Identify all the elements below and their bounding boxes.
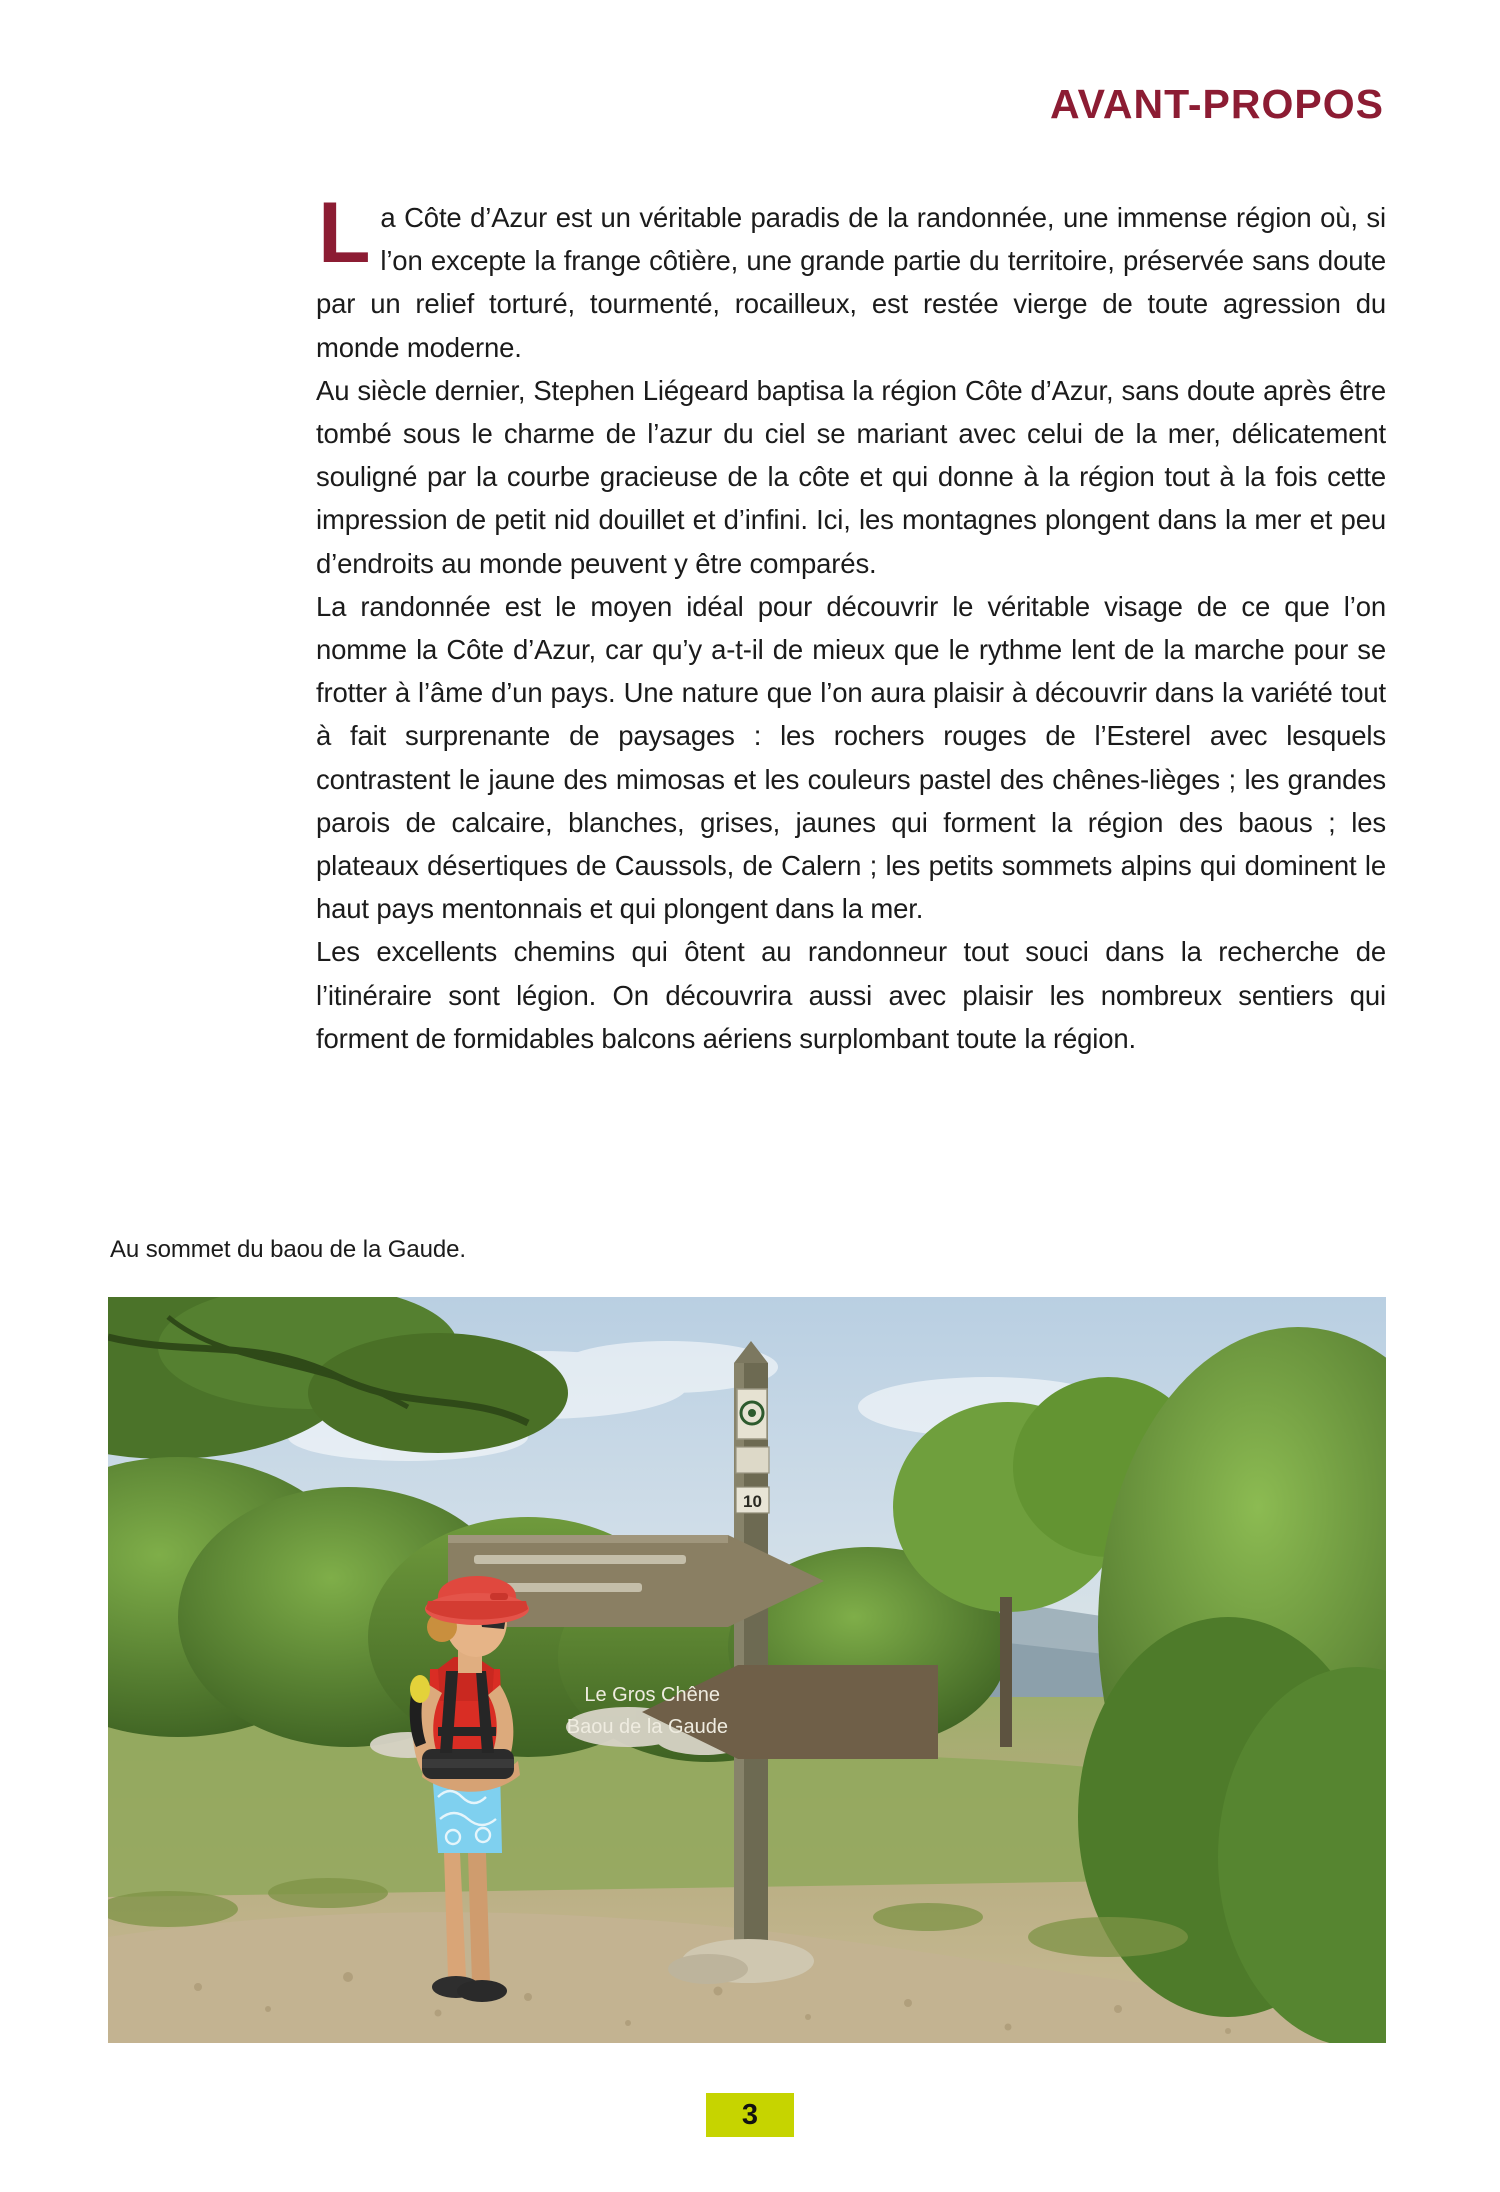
- paragraph-3-text: La randonnée est le moyen idéal pour découvrir le véritable visage de ce que l’on nomme la Côte d’Azur, car qu’y a-t-il de mieux que le rythme lent de la marche pour se frotter à l’âme d’un pays. Une nature que l’on aura plaisir à découvrir dans la variété tout à fait surprenante de paysages : les rochers rouges de l’Esterel avec lesquels contrastent le jaune des mimosas et les couleurs pastel des chênes-lièges ; les grandes parois de calcaire, blanches, grises, jaunes qui forment la région des baous ; les plateaux désertiques de Caussols, de Calern ; les petits sommets alpins qui dominent le haut pays mentonnais et qui plongent dans la mer.: [316, 590, 1386, 925]
- paragraph-4-text: Les excellents chemins qui ôtent au randonneur tout souci dans la recherche de l’itinéraire sont légion. On découvrira aussi avec plaisir les nombreux sentiers qui forment de formidables balcons aériens surplombant toute la région.: [316, 936, 1386, 1054]
- signpost-direction-line-2: Baou de la Gaude: [566, 1716, 728, 1738]
- paragraph-2: [316, 369, 1386, 585]
- paragraph-3: [316, 585, 1386, 931]
- paragraph-4: [316, 930, 1386, 1060]
- article-body: [316, 185, 1386, 1060]
- figure-caption: Au sommet du baou de la Gaude.: [110, 1236, 466, 1263]
- page-number-text: 3: [741, 2098, 759, 2131]
- drop-cap-letter: L: [318, 185, 371, 281]
- signpost-direction-line-1: Le Gros Chêne: [584, 1684, 720, 1706]
- signpost-marker-number: 10: [743, 1492, 762, 1511]
- page-header: [0, 81, 1384, 127]
- page-title: AVANT-PROPOS: [1050, 81, 1384, 127]
- page-number-badge: [706, 2093, 794, 2137]
- photo-illustration: [108, 1297, 1386, 2043]
- paragraph-2-text: Au siècle dernier, Stephen Liégeard baptisa la région Côte d’Azur, sans doute après être tombé sous le charme de l’azur du ciel se mariant avec celui de la mer, délicatement souligné par la courbe gracieuse de la côte et qui donne à la région tout à la fois cette impression de petit nid douillet et d’infini. Ici, les montagnes plongent dans la mer et peu d’endroits au monde peuvent y être comparés.: [316, 374, 1386, 579]
- paragraph-1: [316, 185, 1386, 369]
- paragraph-1-text: a Côte d’Azur est un véritable paradis de la randonnée, une immense région où, si l’on excepte la frange côtière, une grande partie du territoire, préservée sans doute par un relief torturé, tourmenté, rocailleux, est restée vierge de toute agression du monde moderne.: [316, 202, 1386, 363]
- figure-photo: [108, 1297, 1386, 2043]
